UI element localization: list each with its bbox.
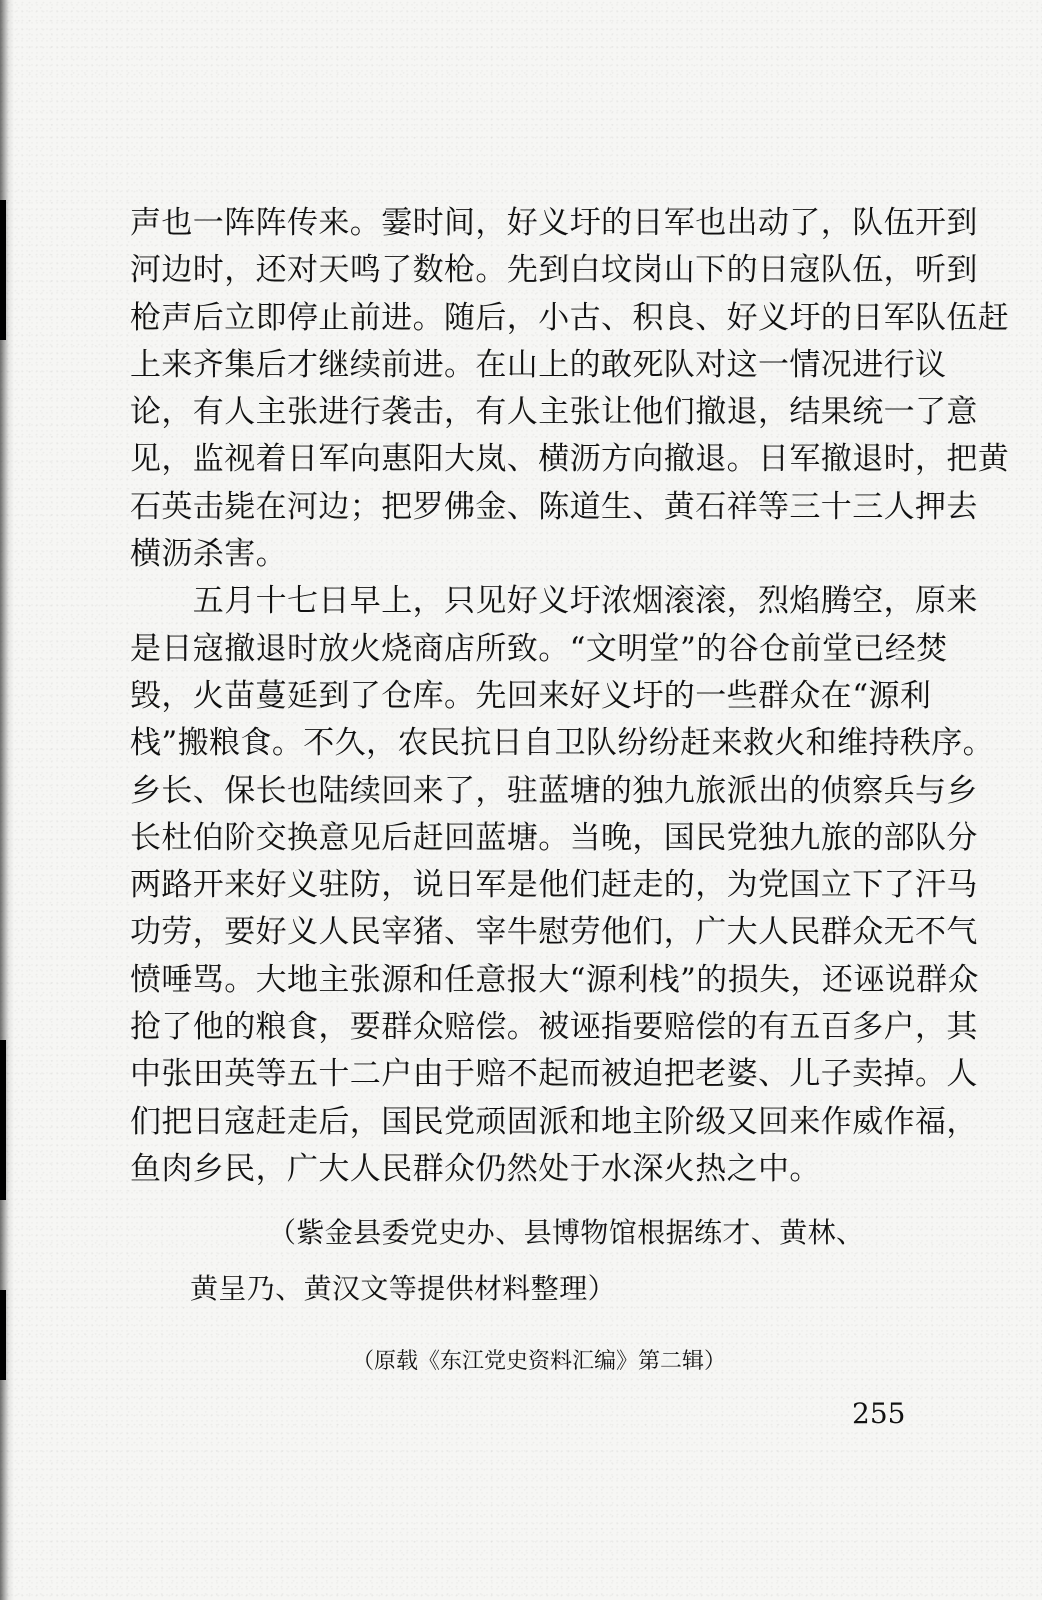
text-line: 乡长、保长也陆续回来了，驻蓝塘的独九旅派出的侦察兵与乡 — [130, 772, 978, 809]
source-citation: （原载《东江党史资料汇编》第二辑） — [352, 1349, 727, 1374]
text-line: 石英击毙在河边；把罗佛金、陈道生、黄石祥等三十三人押去 — [130, 488, 978, 525]
text-line: 毁，火苗蔓延到了仓库。先回来好义圩的一些群众在“源利 — [130, 677, 932, 714]
text-line: 愤唾骂。大地主张源和任意报大“源利栈”的损失，还诬说群众 — [130, 961, 979, 998]
text-line: 横沥杀害。 — [130, 536, 287, 573]
text-line: 五月十七日早上，只见好义圩浓烟滚滚，烈焰腾空，原来 — [130, 583, 978, 620]
text-line: 抢了他的粮食，要群众赔偿。被诬指要赔偿的有五百多户，其 — [130, 1009, 978, 1046]
text-line: 中张田英等五十二户由于赔不起而被迫把老婆、儿子卖掉。人 — [130, 1056, 978, 1093]
attribution-line: 黄呈乃、黄汉文等提供材料整理） — [190, 1272, 617, 1305]
text-line: 上来齐集后才继续前进。在山上的敢死队对这一情况进行议 — [130, 346, 947, 383]
text-line: 声也一阵阵传来。霎时间，好义圩的日军也出动了，队伍开到 — [130, 205, 978, 241]
text-line: 鱼肉乡民，广大人民群众仍然处于水深火热之中。 — [130, 1150, 821, 1187]
text-line: 长杜伯阶交换意见后赶回蓝塘。当晚，国民党独九旅的部队分 — [130, 819, 978, 856]
text-line: 河边时，还对天鸣了数枪。先到白坟岗山下的日寇队伍，听到 — [130, 252, 978, 289]
text-line: 功劳，要好义人民宰猪、宰牛慰劳他们，广大人民群众无不气 — [130, 914, 978, 951]
text-line: 是日寇撤退时放火烧商店所致。“文明堂”的谷仓前堂已经焚 — [130, 630, 948, 667]
text-line: 栈”搬粮食。不久，农民抗日自卫队纷纷赶来救火和维持秩序。 — [130, 725, 995, 762]
scan-edge-mark — [0, 200, 6, 340]
text-line: 两路开来好义驻防，说日军是他们赶走的，为党国立下了汗马 — [130, 867, 978, 904]
text-line: 枪声后立即停止前进。随后，小古、积良、好义圩的日军队伍赶 — [130, 299, 1010, 336]
page-number: 255 — [852, 1397, 906, 1430]
body-text — [130, 200, 1010, 1193]
scan-edge-mark — [0, 1040, 6, 1200]
attribution — [130, 1205, 930, 1317]
text-line: 见，监视着日军向惠阳大岚、横沥方向撤退。日军撤退时，把黄 — [130, 441, 1010, 478]
text-line: 论，有人主张进行袭击，有人主张让他们撤退，结果统一了意 — [130, 394, 978, 431]
attribution-line: （紫金县委党史办、县博物馆根据练才、黄林、 — [268, 1216, 865, 1249]
scan-edge-mark — [0, 1290, 6, 1380]
text-line: 们把日寇赶走后，国民党顽固派和地主阶级又回来作威作福， — [130, 1103, 978, 1140]
